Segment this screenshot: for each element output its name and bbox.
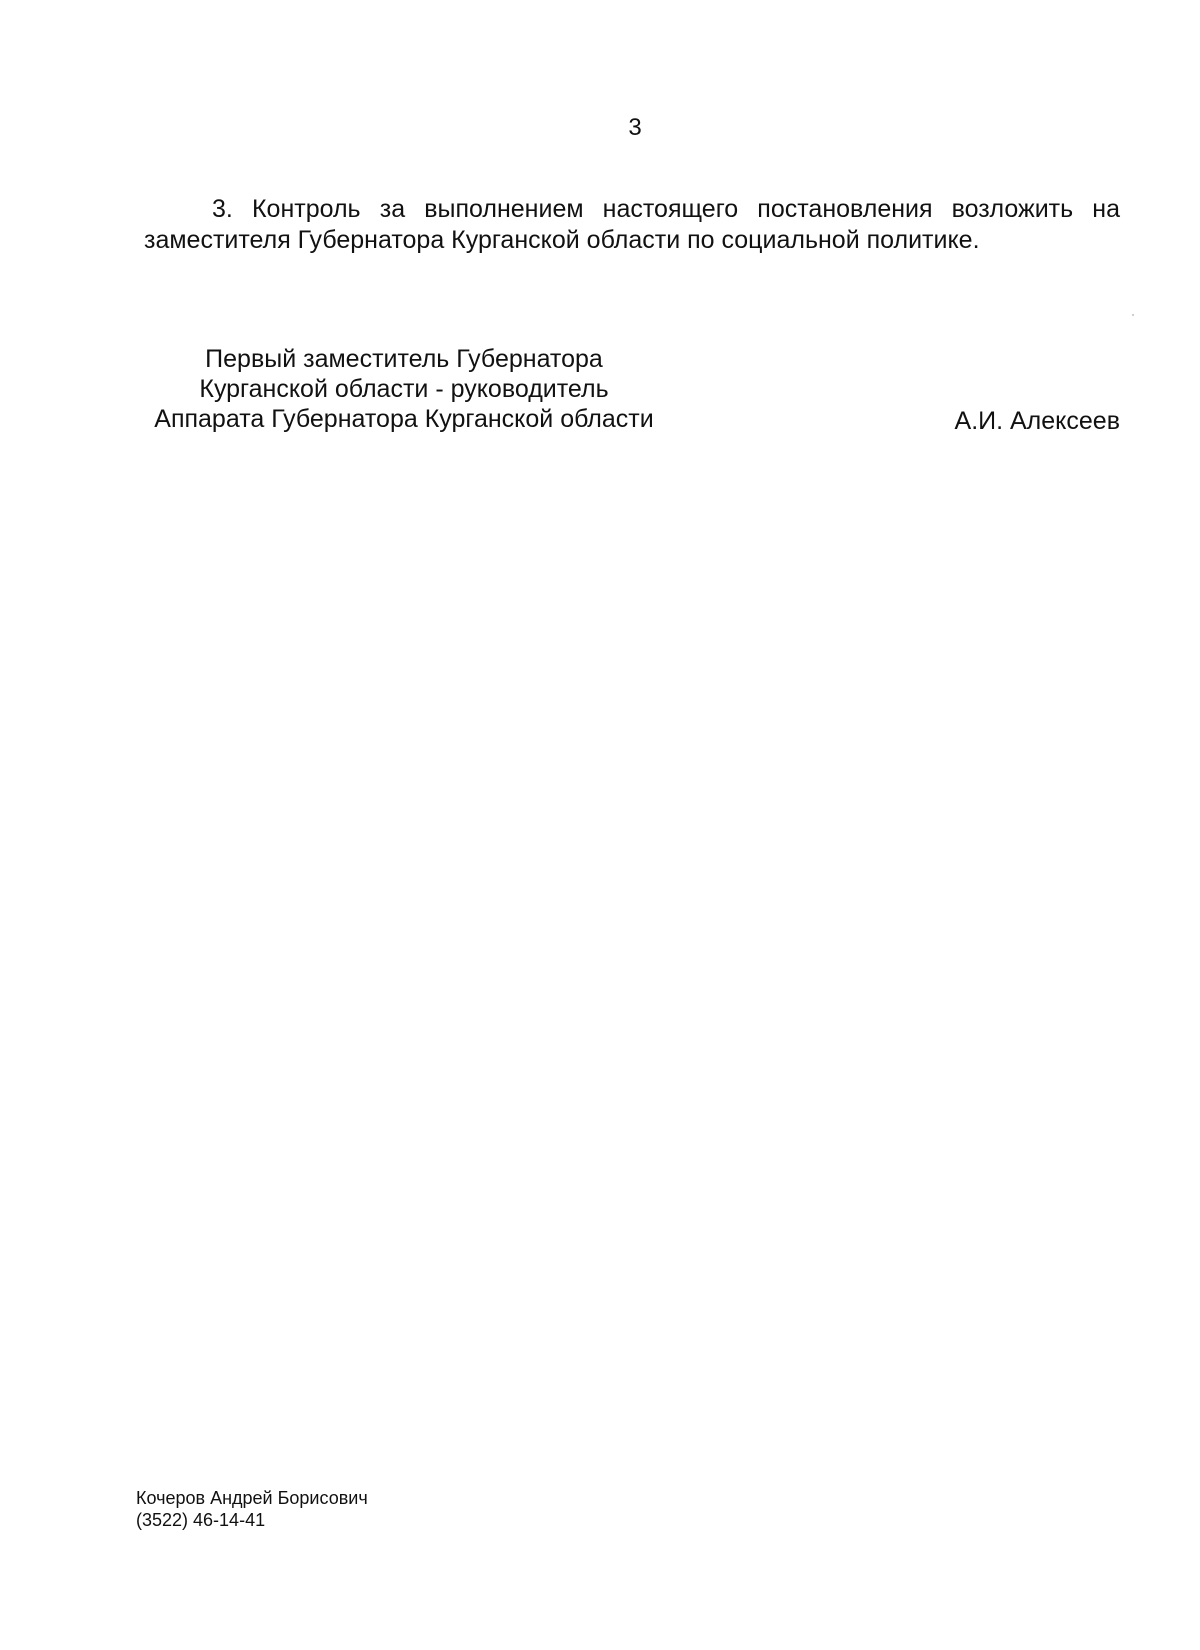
resolution-paragraph — [144, 194, 1120, 256]
signatory-name: А.И. Алексеев — [954, 407, 1120, 435]
executor-contact — [136, 1487, 368, 1531]
page-number: 3 — [628, 114, 642, 141]
scan-artifact — [1132, 314, 1134, 316]
signatory-position — [144, 344, 664, 434]
signatory-position-line-2: Курганской области - руководитель — [199, 375, 609, 403]
paragraph-line-1-text: 3. Контроль за выполнением настоящего постановления возложить на — [212, 195, 1120, 223]
signatory-position-line-1: Первый заместитель Губернатора — [205, 345, 603, 373]
signatory-position-line-3: Аппарата Губернатора Курганской области — [154, 405, 654, 433]
paragraph-line-2: заместителя Губернатора Курганской области по социальной политике. — [144, 226, 980, 254]
executor-name: Кочеров Андрей Борисович — [136, 1488, 368, 1508]
executor-phone: (3522) 46-14-41 — [136, 1510, 266, 1530]
paragraph-line-1 — [144, 194, 1120, 225]
